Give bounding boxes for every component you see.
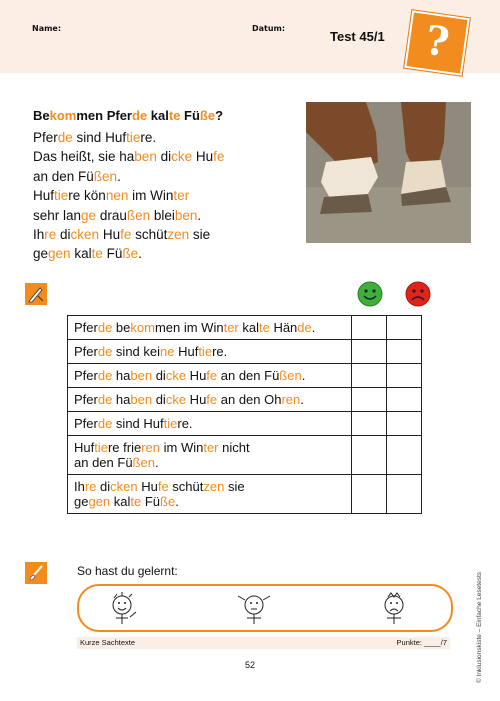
syllable: de bbox=[97, 320, 113, 335]
syllable: an den Fü bbox=[33, 168, 94, 184]
syllable: Hu bbox=[192, 149, 214, 165]
syllable: de bbox=[97, 368, 113, 383]
page-number: 52 bbox=[244, 660, 255, 670]
syllable: gen bbox=[88, 494, 111, 509]
syllable: schüt bbox=[168, 479, 204, 494]
syllable: ha bbox=[112, 392, 131, 407]
syllable: de bbox=[97, 392, 113, 407]
points-label: Punkte: ____/7 bbox=[396, 638, 447, 647]
text-line bbox=[33, 244, 293, 263]
syllable: ben bbox=[130, 392, 153, 407]
true-checkbox-cell[interactable] bbox=[352, 412, 387, 436]
neutral-child-icon bbox=[232, 590, 276, 628]
syllable: kal bbox=[70, 246, 92, 262]
statement-row bbox=[68, 364, 422, 388]
syllable: fe bbox=[120, 227, 132, 243]
syllable: re. bbox=[177, 416, 193, 431]
syllable: . bbox=[311, 320, 316, 335]
syllable: Hu bbox=[186, 368, 207, 383]
text-line bbox=[33, 147, 293, 166]
copyright-note: © Inklusionskiste – Einfache Lesetests bbox=[476, 571, 483, 683]
statement-row bbox=[68, 475, 422, 514]
syllable: de bbox=[97, 416, 113, 431]
statement-row bbox=[68, 412, 422, 436]
syllable: fe bbox=[206, 368, 218, 383]
syllable: di bbox=[152, 368, 166, 383]
syllable: cken bbox=[110, 479, 138, 494]
statement-line bbox=[74, 494, 345, 509]
syllable: fe bbox=[206, 392, 218, 407]
syllable: ßen bbox=[126, 207, 151, 223]
syllable: Hu bbox=[99, 227, 121, 243]
syllable: Pfer bbox=[74, 392, 98, 407]
syllable: de bbox=[97, 344, 113, 359]
syllable: kom bbox=[49, 108, 77, 123]
syllable: ßen bbox=[93, 168, 118, 184]
syllable: ter bbox=[223, 320, 239, 335]
syllable: sie bbox=[224, 479, 245, 494]
syllable: . bbox=[154, 455, 159, 470]
happy-child-icon bbox=[104, 590, 144, 628]
syllable: ße bbox=[122, 246, 139, 262]
statement-line bbox=[74, 344, 345, 359]
syllable: de bbox=[57, 130, 73, 145]
syllable: ben bbox=[130, 368, 153, 383]
syllable: tie bbox=[126, 130, 141, 145]
syllable: tie bbox=[94, 440, 108, 455]
true-checkbox-cell[interactable] bbox=[352, 475, 387, 514]
true-checkbox-cell[interactable] bbox=[352, 364, 387, 388]
name-label: Name: bbox=[32, 24, 62, 33]
syllable: cke bbox=[165, 392, 187, 407]
syllable: sehr lan bbox=[33, 207, 82, 223]
syllable: tie bbox=[54, 188, 69, 204]
syllable: Huf bbox=[74, 440, 95, 455]
reading-text bbox=[33, 128, 293, 264]
true-checkbox-cell[interactable] bbox=[352, 340, 387, 364]
syllable: ben bbox=[134, 149, 157, 165]
text-line bbox=[33, 225, 293, 244]
syllable: di bbox=[156, 149, 172, 165]
syllable: Hän bbox=[269, 320, 298, 335]
syllable: ßen bbox=[132, 455, 155, 470]
syllable: blei bbox=[150, 207, 175, 223]
syllable: . bbox=[197, 207, 202, 223]
statement-line bbox=[74, 479, 345, 494]
statement-line bbox=[74, 440, 345, 455]
syllable: zen bbox=[203, 479, 225, 494]
false-checkbox-cell[interactable] bbox=[387, 388, 422, 412]
syllable: re kön bbox=[68, 188, 106, 204]
statement-line bbox=[74, 392, 345, 407]
syllable: fe bbox=[213, 149, 225, 165]
statement-text bbox=[68, 412, 352, 436]
syllable: kal bbox=[110, 494, 131, 509]
question-mark-icon bbox=[404, 10, 470, 76]
true-checkbox-cell[interactable] bbox=[352, 436, 387, 475]
self-assessment-box bbox=[77, 584, 453, 632]
syllable: Ih bbox=[33, 227, 45, 243]
syllable: cke bbox=[165, 368, 187, 383]
syllable: di bbox=[96, 479, 111, 494]
syllable: men Pfer bbox=[76, 108, 132, 123]
syllable: ße bbox=[199, 108, 216, 123]
syllable: kal bbox=[147, 108, 169, 123]
statement-text bbox=[68, 340, 352, 364]
syllable: Pfer bbox=[33, 130, 58, 145]
text-line bbox=[33, 167, 293, 186]
syllable: drau bbox=[96, 207, 127, 223]
statement-line bbox=[74, 368, 345, 383]
syllable: ne bbox=[160, 344, 175, 359]
syllable: ge bbox=[33, 246, 49, 262]
syllable: de bbox=[132, 108, 148, 123]
syllable: . bbox=[175, 494, 179, 509]
syllable: cken bbox=[70, 227, 100, 243]
syllable: Hu bbox=[186, 392, 207, 407]
syllable: ter bbox=[203, 440, 219, 455]
syllable: te bbox=[91, 246, 103, 262]
syllable: cke bbox=[171, 149, 193, 165]
syllable: nen bbox=[105, 188, 129, 204]
category-label: Kurze Sachtexte bbox=[80, 638, 136, 647]
true-checkbox-cell[interactable] bbox=[352, 388, 387, 412]
syllable: an den Oh bbox=[217, 392, 282, 407]
syllable: gen bbox=[48, 246, 71, 262]
badge-glyph: ? bbox=[422, 16, 453, 67]
syllable: re. bbox=[140, 130, 157, 145]
brush-icon bbox=[25, 562, 47, 584]
syllable: tie bbox=[198, 344, 213, 359]
syllable: sind kei bbox=[112, 344, 161, 359]
statement-table bbox=[67, 315, 422, 514]
syllable: ren bbox=[281, 392, 301, 407]
syllable: te bbox=[130, 494, 142, 509]
syllable: Pfer bbox=[74, 320, 98, 335]
syllable: di bbox=[152, 392, 166, 407]
syllable: kom bbox=[130, 320, 155, 335]
syllable: re bbox=[84, 479, 97, 494]
syllable: ren bbox=[141, 440, 160, 455]
syllable: ge bbox=[74, 494, 89, 509]
syllable: . bbox=[117, 168, 121, 184]
syllable: re frie bbox=[107, 440, 142, 455]
horse-hooves-photo bbox=[306, 102, 471, 243]
syllable: Pfer bbox=[74, 344, 98, 359]
syllable: . bbox=[300, 392, 304, 407]
syllable: . bbox=[138, 246, 142, 262]
syllable: Das heißt, sie ha bbox=[33, 149, 135, 165]
syllable: Ih bbox=[74, 479, 85, 494]
sad-child-icon bbox=[372, 590, 416, 628]
footer-bar bbox=[77, 637, 450, 649]
false-checkbox-cell[interactable] bbox=[387, 364, 422, 388]
syllable: zen bbox=[167, 227, 190, 243]
statement-row bbox=[68, 436, 422, 475]
false-checkbox-cell[interactable] bbox=[387, 475, 422, 514]
syllable: te bbox=[168, 108, 181, 123]
syllable: Pfer bbox=[74, 416, 98, 431]
syllable: sind Huf bbox=[72, 130, 127, 145]
syllable: sind Huf bbox=[112, 416, 164, 431]
statement-row bbox=[68, 388, 422, 412]
learned-label: So hast du gelernt: bbox=[77, 564, 178, 578]
false-checkbox-cell[interactable] bbox=[387, 316, 422, 340]
syllable: . bbox=[301, 368, 306, 383]
syllable: re bbox=[44, 227, 57, 243]
happy-smiley-icon bbox=[357, 281, 383, 307]
syllable: ge bbox=[81, 207, 97, 223]
syllable: te bbox=[258, 320, 270, 335]
syllable: Fü bbox=[102, 246, 123, 262]
test-number: Test 45/1 bbox=[330, 29, 385, 44]
syllable: Fü bbox=[141, 494, 161, 509]
syllable: Pfer bbox=[74, 368, 98, 383]
statement-row bbox=[68, 340, 422, 364]
statement-line bbox=[74, 320, 345, 335]
syllable: sie bbox=[189, 227, 211, 243]
text-line bbox=[33, 206, 293, 225]
syllable: Huf bbox=[33, 188, 55, 204]
syllable: tie bbox=[163, 416, 178, 431]
syllable: be bbox=[112, 320, 131, 335]
syllable: men im Win bbox=[154, 320, 224, 335]
statement-text bbox=[68, 475, 352, 514]
syllable: im Win bbox=[160, 440, 204, 455]
syllable: re. bbox=[212, 344, 228, 359]
pencil-icon bbox=[25, 283, 47, 305]
false-checkbox-cell[interactable] bbox=[387, 412, 422, 436]
text-line bbox=[33, 186, 293, 205]
statement-text bbox=[68, 316, 352, 340]
syllable: fe bbox=[157, 479, 169, 494]
syllable: de bbox=[297, 320, 312, 335]
syllable: an den Fü bbox=[217, 368, 280, 383]
syllable: an den Fü bbox=[74, 455, 133, 470]
syllable: ter bbox=[173, 188, 190, 204]
syllable: nicht bbox=[218, 440, 250, 455]
syllable: ? bbox=[215, 108, 224, 123]
statement-text bbox=[68, 436, 352, 475]
syllable: di bbox=[56, 227, 71, 243]
text-title bbox=[33, 108, 223, 123]
statement-line bbox=[74, 416, 345, 431]
sad-smiley-icon bbox=[405, 281, 431, 307]
syllable: Huf bbox=[174, 344, 199, 359]
statement-line bbox=[74, 455, 345, 470]
syllable: ße bbox=[160, 494, 176, 509]
false-checkbox-cell[interactable] bbox=[387, 436, 422, 475]
true-checkbox-cell[interactable] bbox=[352, 316, 387, 340]
syllable: ßen bbox=[279, 368, 302, 383]
syllable: ha bbox=[112, 368, 131, 383]
statement-text bbox=[68, 364, 352, 388]
syllable: Hu bbox=[137, 479, 158, 494]
syllable: im Win bbox=[128, 188, 174, 204]
syllable: schüt bbox=[131, 227, 168, 243]
syllable: Be bbox=[33, 108, 50, 123]
syllable: kal bbox=[238, 320, 259, 335]
false-checkbox-cell[interactable] bbox=[387, 340, 422, 364]
syllable: Fü bbox=[180, 108, 200, 123]
date-label: Datum: bbox=[252, 24, 286, 33]
text-line bbox=[33, 128, 293, 147]
statement-text bbox=[68, 388, 352, 412]
syllable: ben bbox=[174, 207, 198, 223]
statement-row bbox=[68, 316, 422, 340]
